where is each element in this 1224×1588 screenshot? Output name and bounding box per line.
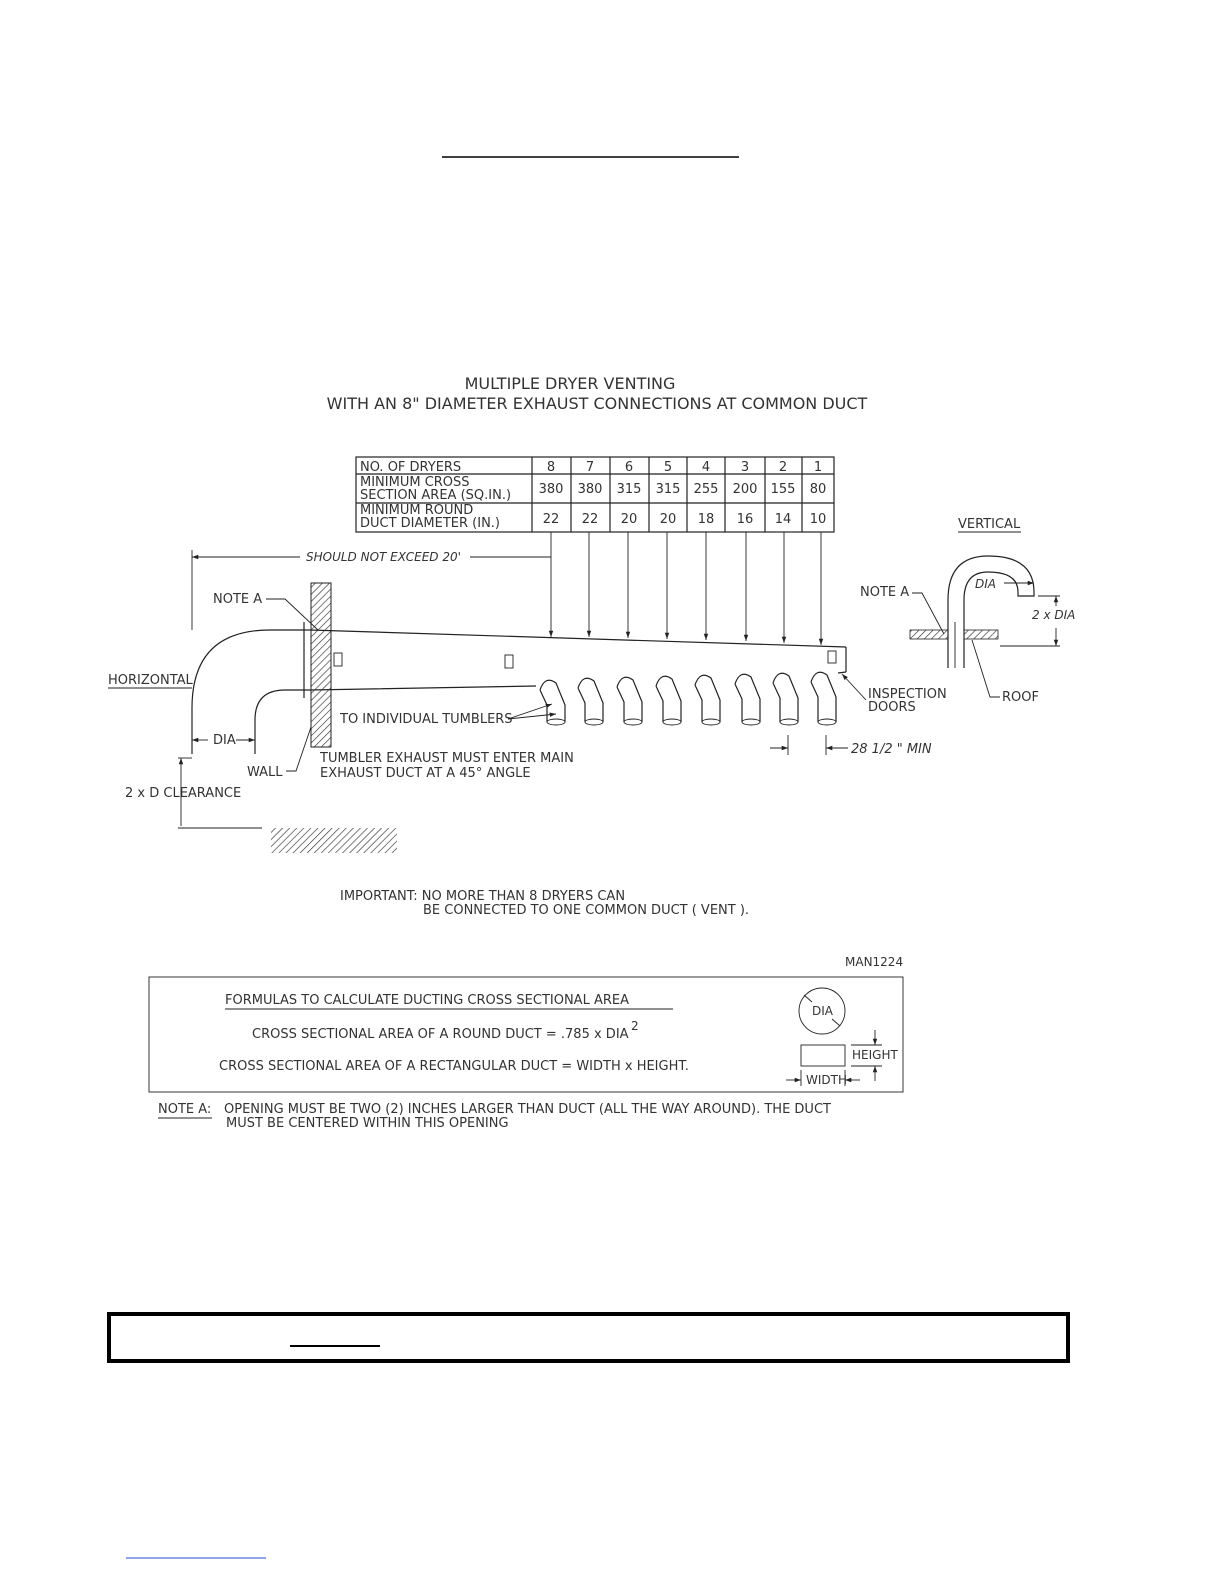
formula-rect: CROSS SECTIONAL AREA OF A RECTANGULAR DUCT = WIDTH x HEIGHT. <box>219 1059 689 1074</box>
diameter-cell: 20 <box>620 512 638 527</box>
to-tumblers-label: TO INDIVIDUAL TUMBLERS <box>340 712 513 727</box>
inspection-label-1: INSPECTION <box>868 687 947 702</box>
dryers-cell: 3 <box>740 460 750 475</box>
area-cell: 315 <box>616 482 642 497</box>
bottom-frame <box>109 1314 1068 1361</box>
formula-width-label: WIDTH <box>806 1073 847 1087</box>
dryers-cell: 4 <box>701 460 711 475</box>
main-duct <box>192 622 846 754</box>
area-cell: 380 <box>577 482 603 497</box>
area-cell: 315 <box>655 482 681 497</box>
row-label-area-1: MINIMUM CROSS <box>360 475 470 490</box>
roof-hatch-right <box>964 630 998 639</box>
inspection-door <box>334 653 342 666</box>
note-a-label: NOTE A: <box>158 1102 212 1117</box>
formula-dia-label: DIA <box>812 1004 833 1018</box>
formula-round: CROSS SECTIONAL AREA OF A ROUND DUCT = .785 x DIA <box>252 1027 629 1042</box>
roof-label: ROOF <box>1002 690 1039 705</box>
wall-label: WALL <box>247 765 283 780</box>
clearance-label: 2 x D CLEARANCE <box>125 786 242 801</box>
area-cell: 255 <box>693 482 719 497</box>
dryers-cell: 2 <box>778 460 788 475</box>
diameter-cell: 20 <box>659 512 677 527</box>
diameter-cell: 18 <box>697 512 715 527</box>
important-line-2: BE CONNECTED TO ONE COMMON DUCT ( VENT ). <box>423 903 750 918</box>
row-label-diameter-1: MINIMUM ROUND <box>360 503 474 518</box>
diameter-cell: 14 <box>774 512 792 527</box>
max-length-dimension <box>192 550 551 630</box>
area-cell: 155 <box>770 482 796 497</box>
vertical-detail <box>860 517 1075 705</box>
floor-hatch <box>271 828 397 853</box>
exhaust-note-line-1: TUMBLER EXHAUST MUST ENTER MAIN <box>320 751 574 766</box>
two-dia-label: 2 x DIA <box>1032 608 1076 622</box>
dryers-cell: 6 <box>624 460 634 475</box>
area-cell: 200 <box>732 482 758 497</box>
note-a-line-2: MUST BE CENTERED WITHIN THIS OPENING <box>226 1116 509 1131</box>
dryers-cell: 7 <box>585 460 595 475</box>
inspection-label-2: DOORS <box>868 700 916 715</box>
tumbler-inlets <box>540 672 836 725</box>
horizontal-label: HORIZONTAL <box>108 673 193 688</box>
inspection-door <box>505 655 513 668</box>
row-label-dryers: NO. OF DRYERS <box>360 460 462 475</box>
diagram-title-line-2: WITH AN 8" DIAMETER EXHAUST CONNECTIONS AT COMMON DUCT <box>326 394 868 413</box>
row-label-diameter-2: DUCT DIAMETER (IN.) <box>360 516 500 531</box>
formula-round-exponent: 2 <box>631 1019 639 1033</box>
dia-label-right: DIA <box>975 577 996 591</box>
row-label-area-2: SECTION AREA (SQ.IN.) <box>360 488 512 503</box>
note-a-right-label: NOTE A <box>860 585 910 600</box>
note-a-left-label: NOTE A <box>213 592 263 607</box>
note-a-line-1: OPENING MUST BE TWO (2) INCHES LARGER THAN DUCT (ALL THE WAY AROUND). THE DUCT <box>224 1102 831 1117</box>
formula-heading: FORMULAS TO CALCULATE DUCTING CROSS SECTIONAL AREA <box>225 993 629 1008</box>
inspection-door <box>828 651 836 663</box>
dryers-cell: 1 <box>813 460 823 475</box>
vertical-label: VERTICAL <box>958 517 1021 532</box>
diameter-cell: 22 <box>581 512 599 527</box>
diameter-cell: 10 <box>809 512 827 527</box>
important-line-1: IMPORTANT: NO MORE THAN 8 DRYERS CAN <box>340 889 626 904</box>
area-cell: 380 <box>538 482 564 497</box>
dia-label-left: DIA <box>213 733 236 748</box>
max-length-label: SHOULD NOT EXCEED 20' <box>306 550 461 564</box>
formula-height-label: HEIGHT <box>852 1048 898 1062</box>
rect-duct-symbol <box>801 1045 845 1066</box>
table-pointer-arrows <box>551 532 821 645</box>
diameter-cell: 16 <box>736 512 754 527</box>
exhaust-note-line-2: EXHAUST DUCT AT A 45° ANGLE <box>320 766 531 781</box>
dryer-sizing-table <box>356 457 834 532</box>
drawing-number: MAN1224 <box>845 955 904 969</box>
dryers-cell: 5 <box>663 460 673 475</box>
min-spacing-label: 28 1/2 " MIN <box>851 742 932 757</box>
diagram-title-line-1: MULTIPLE DRYER VENTING <box>464 374 676 393</box>
formula-box <box>149 977 903 1092</box>
area-cell: 80 <box>809 482 827 497</box>
dryers-cell: 8 <box>546 460 556 475</box>
diameter-cell: 22 <box>542 512 560 527</box>
wall-hatch <box>311 583 331 747</box>
